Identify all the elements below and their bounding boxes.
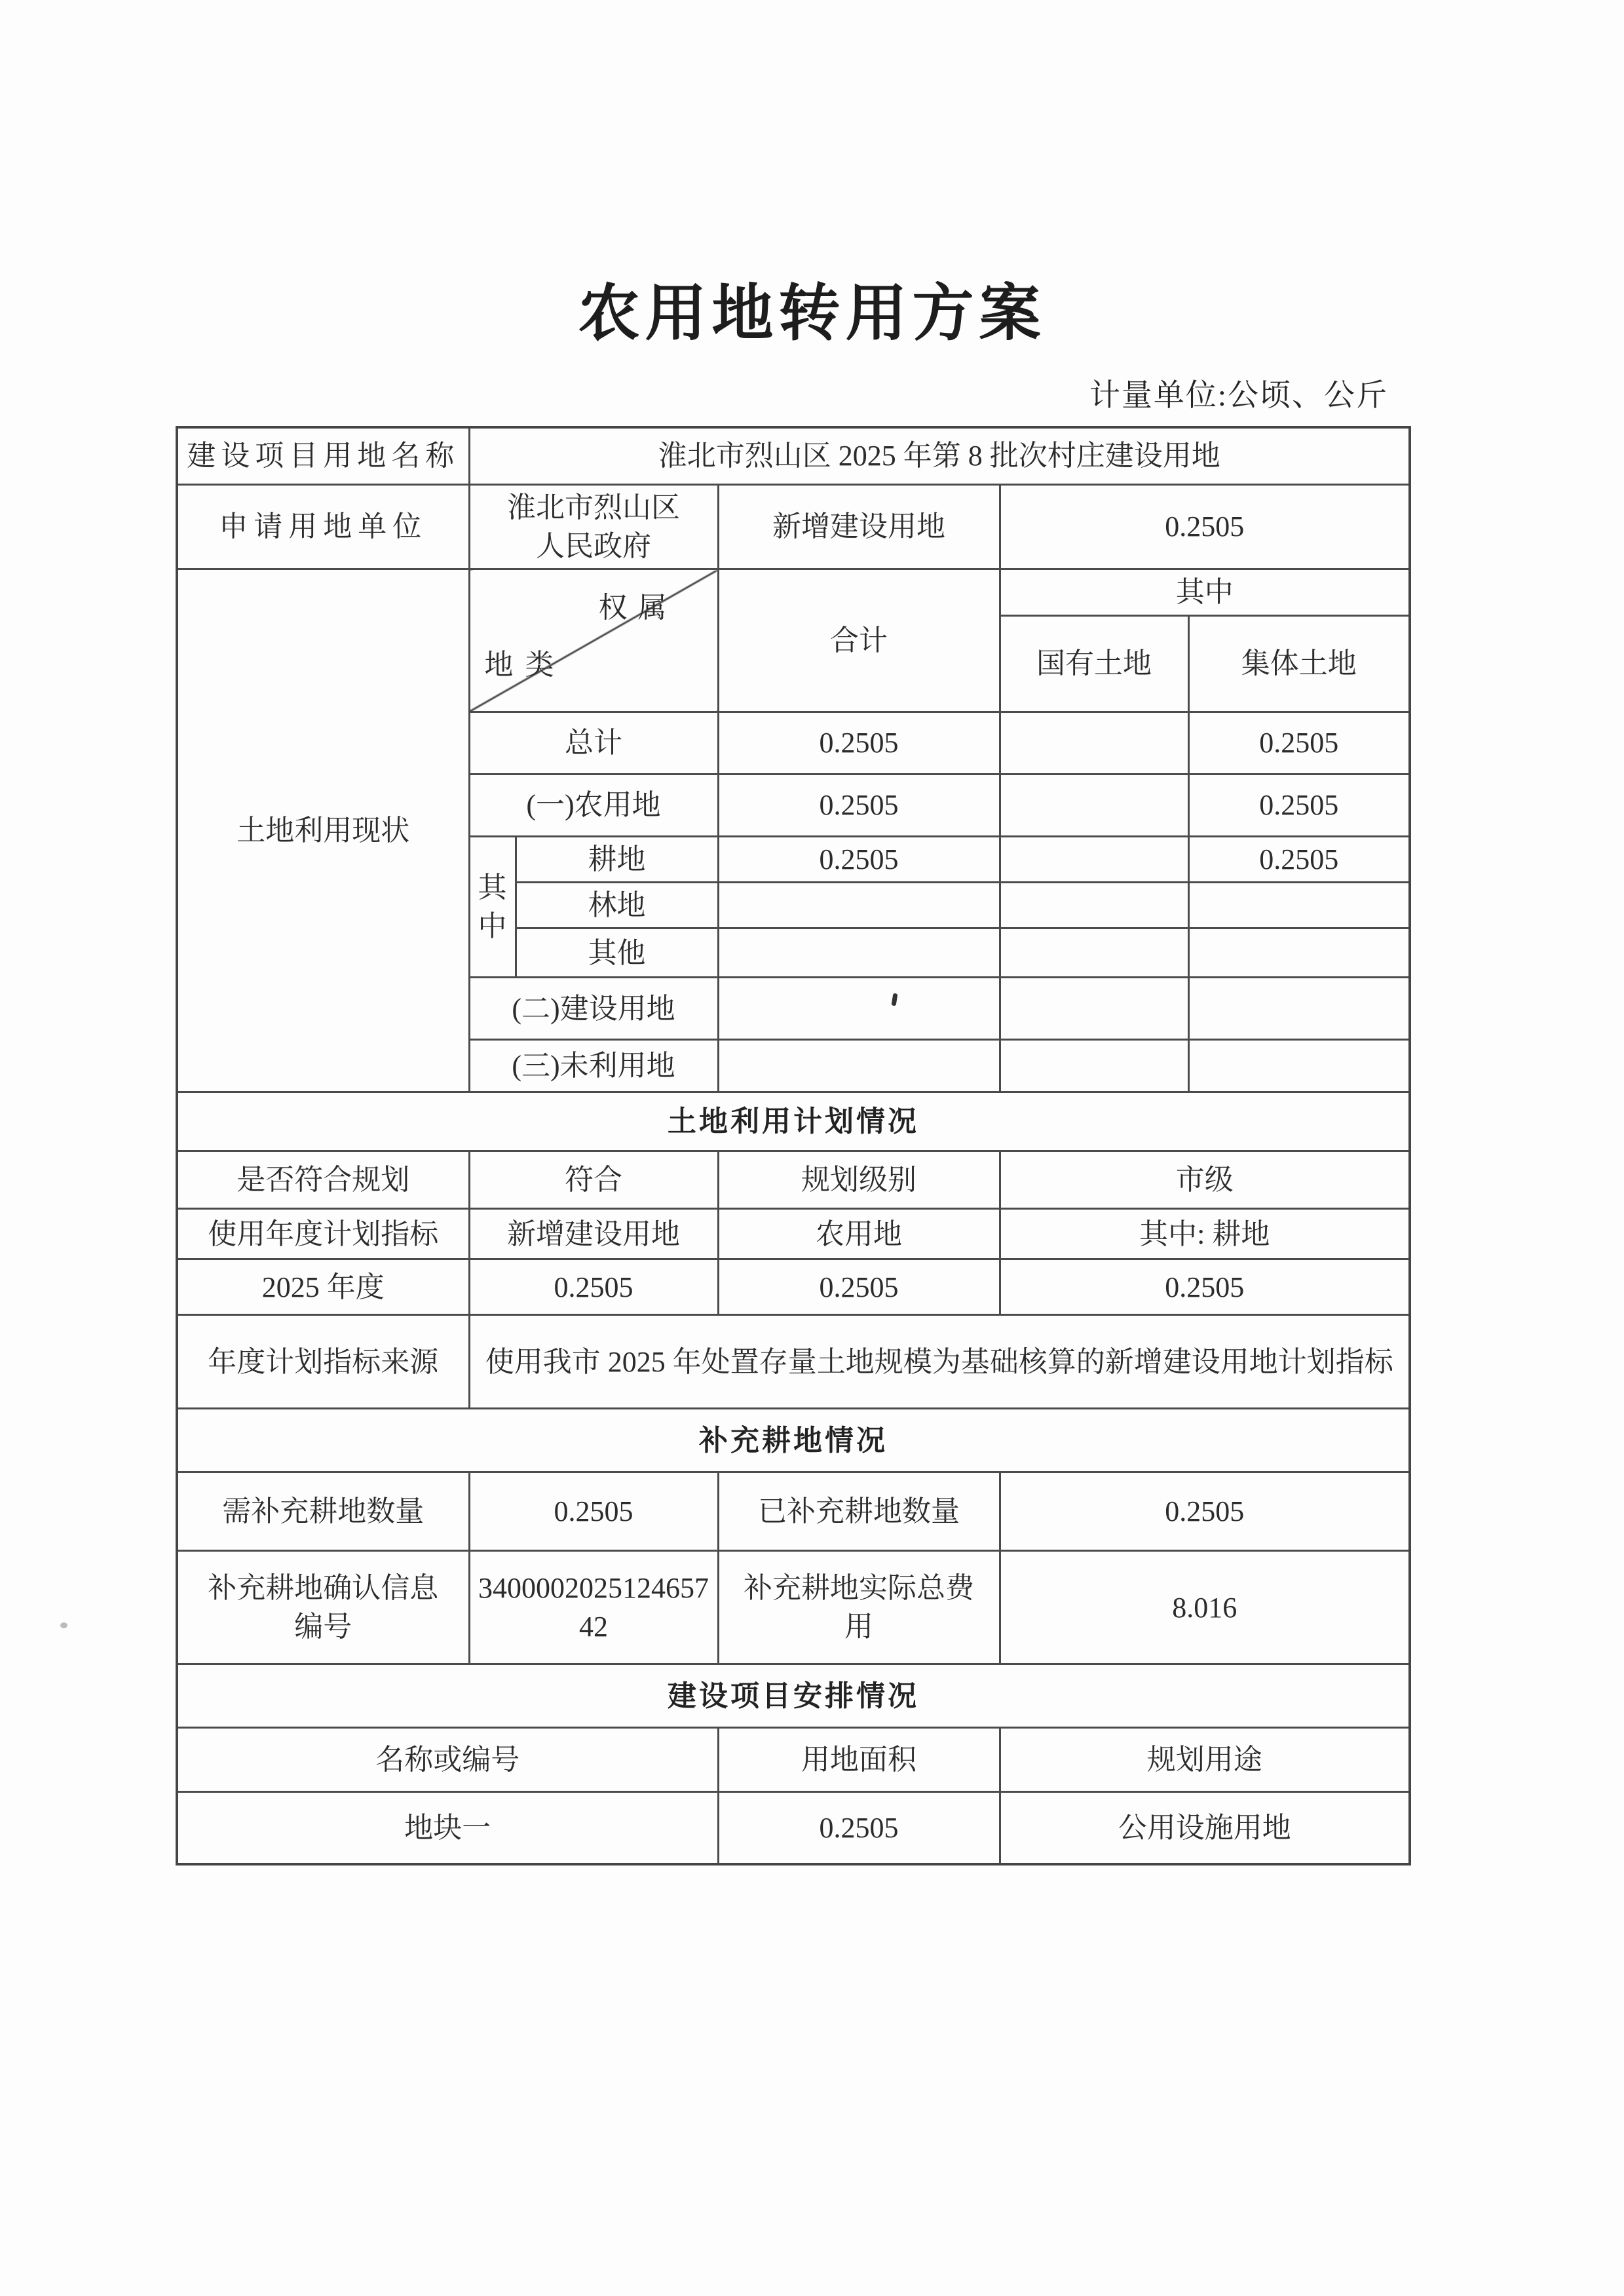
cell-unused-state bbox=[1000, 1040, 1188, 1092]
cell-project-name-label: 建设项目用地名称 bbox=[177, 427, 469, 484]
cell-confirm-number: 340000202512465742 bbox=[469, 1551, 718, 1664]
cell-forest-state bbox=[1000, 883, 1188, 928]
cell-forest-label: 林地 bbox=[516, 883, 718, 928]
cell-conform-label: 是否符合规划 bbox=[177, 1151, 469, 1209]
cell-unused-collective bbox=[1188, 1040, 1410, 1092]
cell-forest-total bbox=[718, 883, 1000, 928]
applicant-value-line2: 人民政府 bbox=[536, 529, 651, 562]
cell-fee-label bbox=[718, 1551, 1000, 1664]
cell-source-label: 年度计划指标来源 bbox=[177, 1315, 469, 1409]
land-conversion-table bbox=[176, 426, 1411, 1866]
cell-agri-collective: 0.2505 bbox=[1188, 774, 1410, 836]
cell-among-header: 其中 bbox=[1000, 569, 1410, 615]
cell-applicant-value bbox=[469, 484, 718, 569]
row-parcel-1 bbox=[177, 1792, 1410, 1864]
cell-year-c2: 0.2505 bbox=[718, 1259, 1000, 1315]
row-annual-indicator bbox=[177, 1209, 1410, 1259]
diagonal-header-ownership: 权属 bbox=[598, 592, 677, 624]
row-project-name bbox=[177, 427, 1410, 484]
cell-supplement-section-header: 补充耕地情况 bbox=[177, 1409, 1410, 1472]
cell-confirm-label bbox=[177, 1551, 469, 1664]
cell-unused-total bbox=[718, 1040, 1000, 1092]
cell-cultivated-total: 0.2505 bbox=[718, 836, 1000, 882]
row-conform-plan bbox=[177, 1151, 1410, 1209]
cell-parcel-use: 公用设施用地 bbox=[1000, 1792, 1410, 1864]
cell-project-head-area: 用地面积 bbox=[718, 1728, 1000, 1792]
cell-source-value: 使用我市 2025 年处置存量土地规模为基础核算的新增建设用地计划指标 bbox=[469, 1315, 1410, 1409]
cell-landuse-row-label: 土地利用现状 bbox=[177, 569, 469, 1092]
cell-cultivated-state bbox=[1000, 836, 1188, 882]
cell-conform-value: 符合 bbox=[469, 1151, 718, 1209]
cell-annual-c1: 新增建设用地 bbox=[469, 1209, 718, 1259]
cell-construction-collective bbox=[1188, 978, 1410, 1040]
confirm-label-line2: 编号 bbox=[294, 1611, 352, 1643]
fee-label-line2: 用 bbox=[844, 1611, 873, 1643]
cell-project-head-name: 名称或编号 bbox=[177, 1728, 718, 1792]
cell-parcel-name: 地块一 bbox=[177, 1792, 718, 1864]
cell-applicant-amount: 0.2505 bbox=[1000, 484, 1410, 569]
cell-need-label: 需补充耕地数量 bbox=[177, 1472, 469, 1551]
fee-label-line1: 补充耕地实际总费 bbox=[744, 1572, 974, 1605]
confirm-label-line1: 补充耕地确认信息 bbox=[208, 1572, 439, 1605]
cell-other-label: 其他 bbox=[516, 928, 718, 978]
row-project-section-header bbox=[177, 1664, 1410, 1728]
cell-diagonal-header bbox=[469, 569, 718, 712]
document-title: 农用地转用方案 bbox=[578, 278, 1046, 347]
cell-construction-total bbox=[718, 978, 1000, 1040]
cell-other-state bbox=[1000, 928, 1188, 978]
row-applicant bbox=[177, 484, 1410, 569]
cell-fee-value: 8.016 bbox=[1000, 1551, 1410, 1664]
row-year-2025 bbox=[177, 1259, 1410, 1315]
cell-plan-level-value: 市级 bbox=[1000, 1151, 1410, 1209]
row-project-head bbox=[177, 1728, 1410, 1792]
cell-agri-label: (一)农用地 bbox=[469, 774, 718, 836]
cell-year-c3: 0.2505 bbox=[1000, 1259, 1410, 1315]
cell-parcel-area: 0.2505 bbox=[718, 1792, 1000, 1864]
cell-project-name-value: 淮北市烈山区 2025 年第 8 批次村庄建设用地 bbox=[469, 427, 1410, 484]
cell-unused-label: (三)未利用地 bbox=[469, 1040, 718, 1092]
cell-applicant-label: 申请用地单位 bbox=[177, 484, 469, 569]
scan-mark bbox=[892, 993, 898, 1006]
cell-annual-c2: 农用地 bbox=[718, 1209, 1000, 1259]
cell-annual-label: 使用年度计划指标 bbox=[177, 1209, 469, 1259]
cell-done-label: 已补充耕地数量 bbox=[718, 1472, 1000, 1551]
cell-grand-total-collective: 0.2505 bbox=[1188, 712, 1410, 774]
cell-cultivated-label: 耕地 bbox=[516, 836, 718, 882]
cell-agri-state bbox=[1000, 774, 1188, 836]
row-supplement-section-header bbox=[177, 1409, 1410, 1472]
row-indicator-source bbox=[177, 1315, 1410, 1409]
row-plan-section-header bbox=[177, 1092, 1410, 1151]
cell-cultivated-collective: 0.2505 bbox=[1188, 836, 1410, 882]
applicant-value-line1: 淮北市烈山区 bbox=[507, 491, 680, 524]
cell-other-total bbox=[718, 928, 1000, 978]
cell-grand-total-label: 总计 bbox=[469, 712, 718, 774]
row-supplement-quantity bbox=[177, 1472, 1410, 1551]
cell-grand-total-total: 0.2505 bbox=[718, 712, 1000, 774]
cell-done-value: 0.2505 bbox=[1000, 1472, 1410, 1551]
measurement-unit-note: 计量单位:公顷、公斤 bbox=[1089, 379, 1388, 413]
cell-need-value: 0.2505 bbox=[469, 1472, 718, 1551]
cell-other-collective bbox=[1188, 928, 1410, 978]
cell-project-head-use: 规划用途 bbox=[1000, 1728, 1410, 1792]
row-supplement-confirm bbox=[177, 1551, 1410, 1664]
row-landuse-header-top bbox=[177, 569, 1410, 615]
cell-among-vertical-label: 其中 bbox=[469, 836, 516, 978]
cell-grand-total-state bbox=[1000, 712, 1188, 774]
cell-state-land-header: 国有土地 bbox=[1000, 615, 1188, 712]
cell-collective-land-header: 集体土地 bbox=[1188, 615, 1410, 712]
diagonal-header-landtype: 地类 bbox=[484, 649, 566, 681]
cell-applicant-type: 新增建设用地 bbox=[718, 484, 1000, 569]
cell-plan-level-label: 规划级别 bbox=[718, 1151, 1000, 1209]
cell-year-label: 2025 年度 bbox=[177, 1259, 469, 1315]
cell-year-c1: 0.2505 bbox=[469, 1259, 718, 1315]
cell-construction-state bbox=[1000, 978, 1188, 1040]
cell-plan-section-header: 土地利用计划情况 bbox=[177, 1092, 1410, 1151]
cell-project-section-header: 建设项目安排情况 bbox=[177, 1664, 1410, 1728]
cell-annual-c3: 其中: 耕地 bbox=[1000, 1209, 1410, 1259]
cell-construction-label: (二)建设用地 bbox=[469, 978, 718, 1040]
cell-agri-total: 0.2505 bbox=[718, 774, 1000, 836]
cell-forest-collective bbox=[1188, 883, 1410, 928]
scan-speck bbox=[60, 1622, 67, 1628]
cell-total-column-header: 合计 bbox=[718, 569, 1000, 712]
